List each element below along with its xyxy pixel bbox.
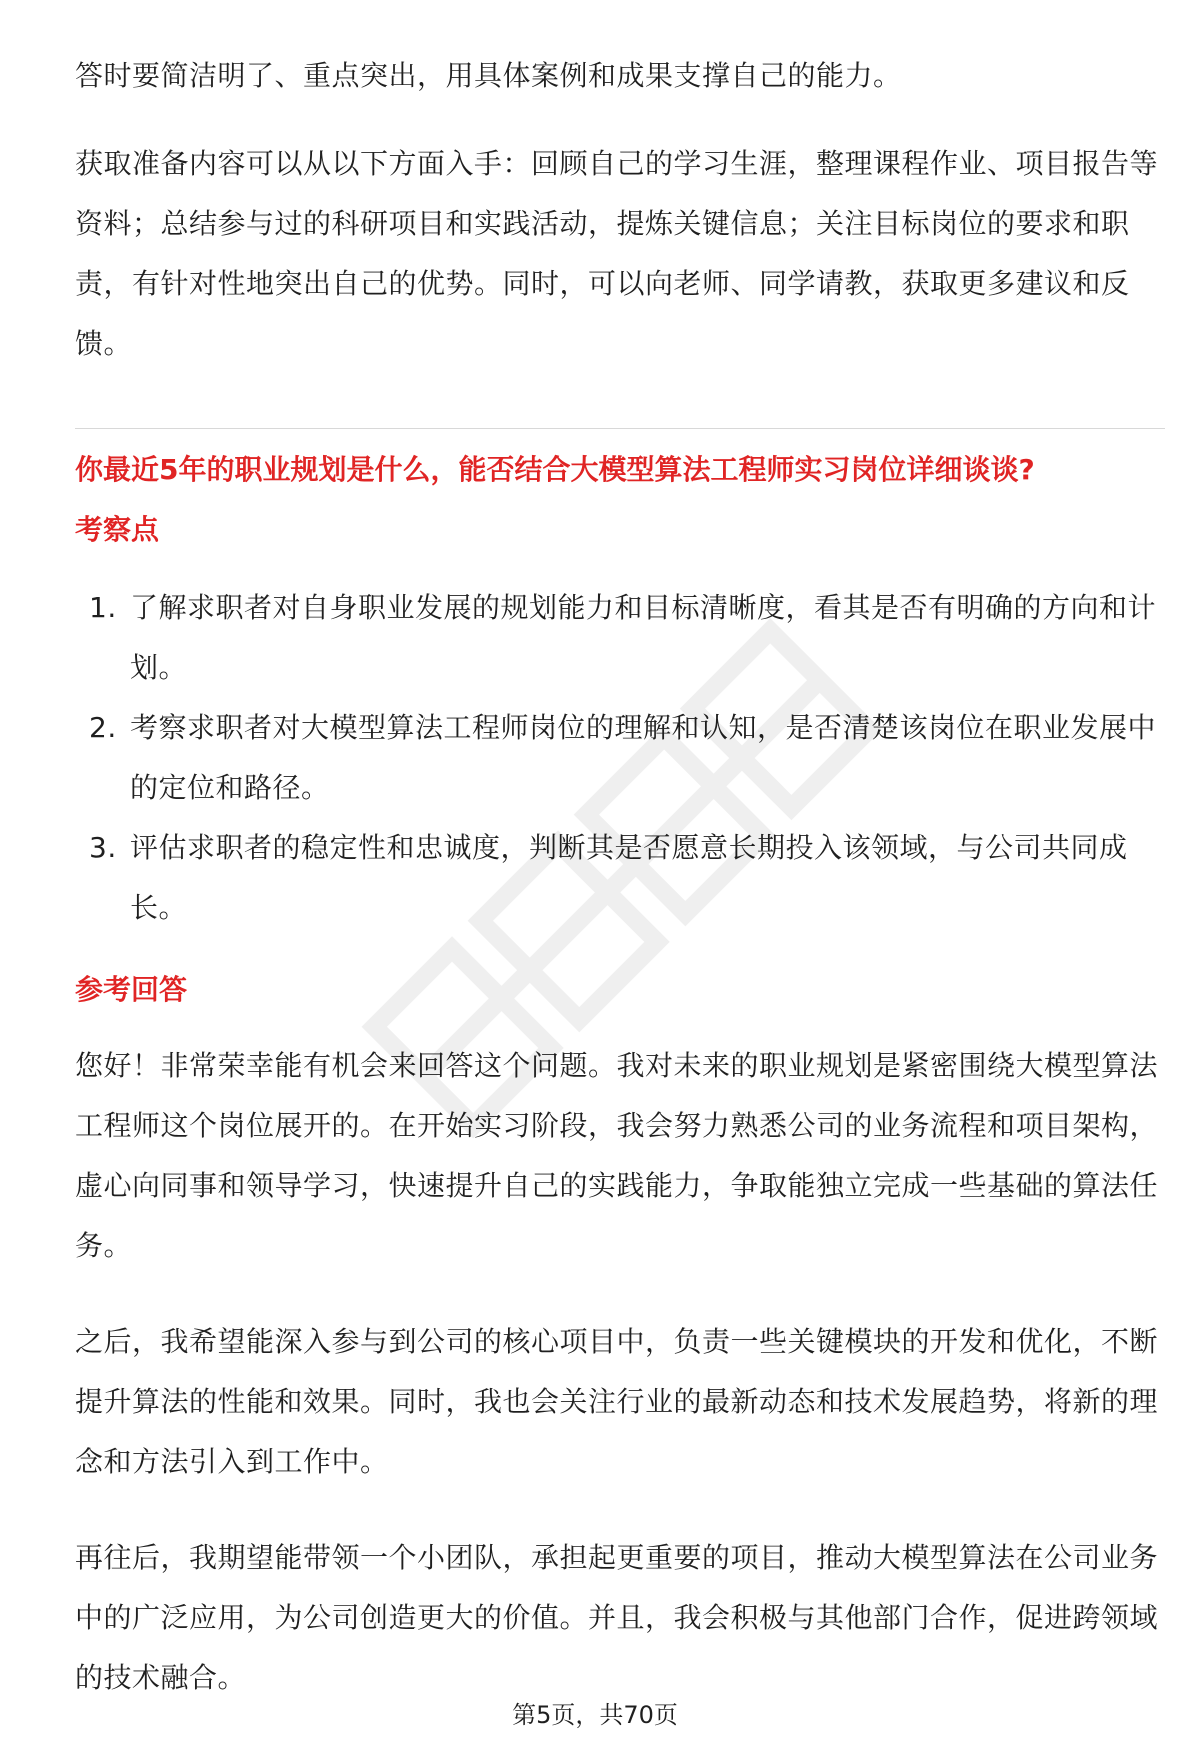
- list-item-text: 评估求职者的稳定性和忠诚度，判断其是否愿意长期投入该领域，与公司共同成长。: [130, 831, 1128, 924]
- answer-paragraph-1: 您好！非常荣幸能有机会来回答这个问题。我对未来的职业规划是紧密围绕大模型算法工程师这个岗位展开的。在开始实习阶段，我会努力熟悉公司的业务流程和项目架构，虚心向同事和领导学习，快速提升自己的实践能力，争取能独立完成一些基础的算法任务。: [75, 1049, 1159, 1262]
- list-item-number: 3.: [89, 831, 117, 864]
- reference-answer-title: 参考回答: [75, 973, 188, 1006]
- exam-points-list: [75, 578, 1165, 938]
- page-footer: 第5页，共70页: [512, 1701, 678, 1729]
- paragraph-intro-end: 答时要简洁明了、重点突出，用具体案例和成果支撑自己的能力。: [75, 59, 902, 92]
- section-divider: [75, 428, 1165, 429]
- list-item-text: 考察求职者对大模型算法工程师岗位的理解和认知，是否清楚该岗位在职业发展中的定位和路径。: [130, 711, 1157, 804]
- list-item-text: 了解求职者对自身职业发展的规划能力和目标清晰度，看其是否有明确的方向和计划。: [130, 591, 1157, 684]
- exam-points-title: 考察点: [75, 513, 160, 546]
- list-item: [75, 578, 1165, 698]
- answer-paragraph-3: 再往后，我期望能带领一个小团队，承担起更重要的项目，推动大模型算法在公司业务中的广泛应用，为公司创造更大的价值。并且，我会积极与其他部门合作，促进跨领域的技术融合。: [75, 1541, 1159, 1694]
- list-item-number: 2.: [89, 711, 117, 744]
- list-item: [75, 818, 1165, 938]
- answer-paragraph-2: 之后，我希望能深入参与到公司的核心项目中，负责一些关键模块的开发和优化，不断提升算法的性能和效果。同时，我也会关注行业的最新动态和技术发展趋势，将新的理念和方法引入到工作中。: [75, 1325, 1159, 1478]
- list-item: [75, 698, 1165, 818]
- question-heading: 你最近5年的职业规划是什么，能否结合大模型算法工程师实习岗位详细谈谈?: [75, 453, 1035, 486]
- paragraph-preparation: 获取准备内容可以从以下方面入手：回顾自己的学习生涯，整理课程作业、项目报告等资料；总结参与过的科研项目和实践活动，提炼关键信息；关注目标岗位的要求和职责，有针对性地突出自己的优势。同时，可以向老师、同学请教，获取更多建议和反馈。: [75, 147, 1159, 360]
- list-item-number: 1.: [89, 591, 117, 624]
